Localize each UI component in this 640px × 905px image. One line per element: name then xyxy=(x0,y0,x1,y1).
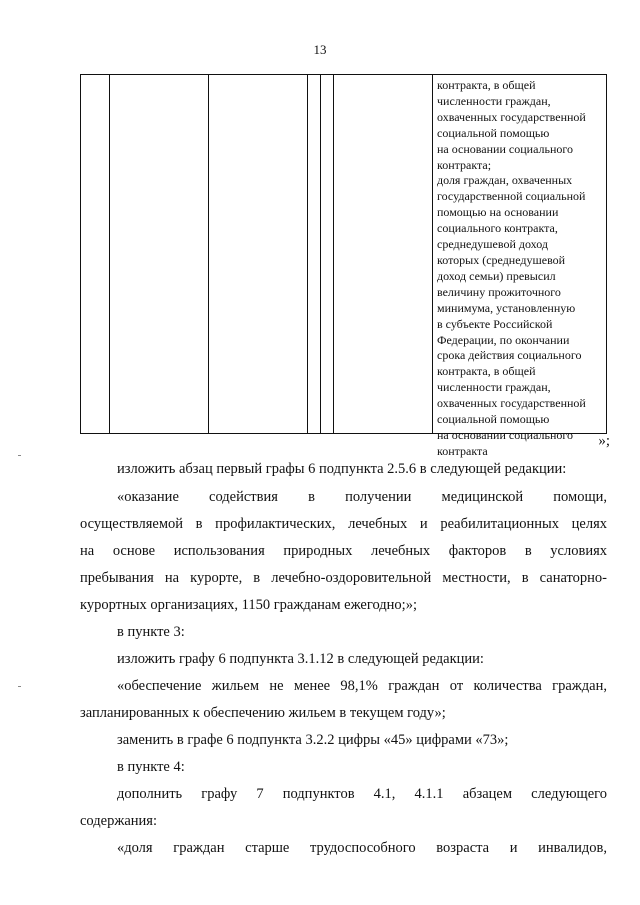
table-cell-line: контракта xyxy=(437,443,488,458)
table-cell-line: на основании социального xyxy=(437,141,574,156)
table-cell-line: в субъекте Российской xyxy=(437,316,553,331)
table-cell-line: контракта, в общей xyxy=(437,364,536,379)
paragraph-quote-3: «доля граждан старше трудоспособного возраста и инвалидов, xyxy=(117,840,607,856)
table-column-divider xyxy=(208,75,209,433)
paragraph-point-3: в пункте 3: xyxy=(117,624,185,640)
table-cell-line: минимума, установленную xyxy=(437,300,576,315)
paragraph-instruction-2: изложить графу 6 подпункта 3.1.12 в следующей редакции: xyxy=(117,651,484,667)
table-cell-line: доля граждан, охваченных xyxy=(437,173,573,188)
table-cell-line: численности граждан, xyxy=(437,93,551,108)
table-column-divider xyxy=(333,75,334,433)
table-column-divider xyxy=(432,75,433,433)
table-cell-line: которых (среднедушевой xyxy=(437,252,566,267)
margin-mark xyxy=(18,686,21,687)
table-cell-line: охваченных государственной xyxy=(437,396,586,411)
table-cell-line: социальной помощью xyxy=(437,412,550,427)
table-cell-line: государственной социальной xyxy=(437,189,586,204)
table-cell-line: величину прожиточного xyxy=(437,284,561,299)
page-number: 13 xyxy=(313,42,327,57)
paragraph-quote-1: «оказание содействия в получении медицинской помощи, осуществляемой в профилактических, лечебных и реабилитационных целях на основе использования природных лечебных факторов в условиях пребывания на курорте, в лечебно-оздоровительной местности, в санаторно- курортных организациях, 1150 гражданам ежегодно;»; xyxy=(80,489,607,613)
paragraph-instruction-3: заменить в графе 6 подпункта 3.2.2 цифры «45» цифрами «73»; xyxy=(117,732,509,748)
table-cell-line: помощью на основании xyxy=(437,205,559,220)
table-close-quote: »; xyxy=(598,433,610,449)
table-cell-line: на основании социального xyxy=(437,427,574,442)
paragraph-instruction-1: изложить абзац первый графы 6 подпункта 2.5.6 в следующей редакции: xyxy=(117,461,567,477)
table-cell-line: среднедушевой доход xyxy=(437,237,548,252)
table-cell-line: численности граждан, xyxy=(437,380,551,395)
table-cell-line: охваченных государственной xyxy=(437,109,586,124)
table-fragment xyxy=(80,74,607,458)
table-cell-line: социального контракта, xyxy=(437,221,558,236)
paragraph-point-4: в пункте 4: xyxy=(117,759,185,775)
table-cell-line: социальной помощью xyxy=(437,125,550,140)
table-cell-indicators xyxy=(437,78,605,460)
table-cell-line: контракта; xyxy=(437,157,492,172)
table-column-divider xyxy=(320,75,321,433)
table-cell-line: доход семьи) превысил xyxy=(437,268,556,283)
margin-mark xyxy=(18,455,21,456)
table-cell-line: срока действия социального xyxy=(437,348,582,363)
table-column-divider xyxy=(307,75,308,433)
table-column-divider xyxy=(109,75,110,433)
paragraph-instruction-4: дополнить графу 7 подпунктов 4.1, 4.1.1 абзацем следующего содержания: xyxy=(80,786,607,829)
paragraph-quote-2: «обеспечение жильем не менее 98,1% граждан от количества граждан, запланированных к обеспечению жильем в текущем году»; xyxy=(80,678,607,721)
table-cell-line: контракта, в общей xyxy=(437,78,536,92)
table-cell-line: Федерации, по окончании xyxy=(437,332,570,347)
